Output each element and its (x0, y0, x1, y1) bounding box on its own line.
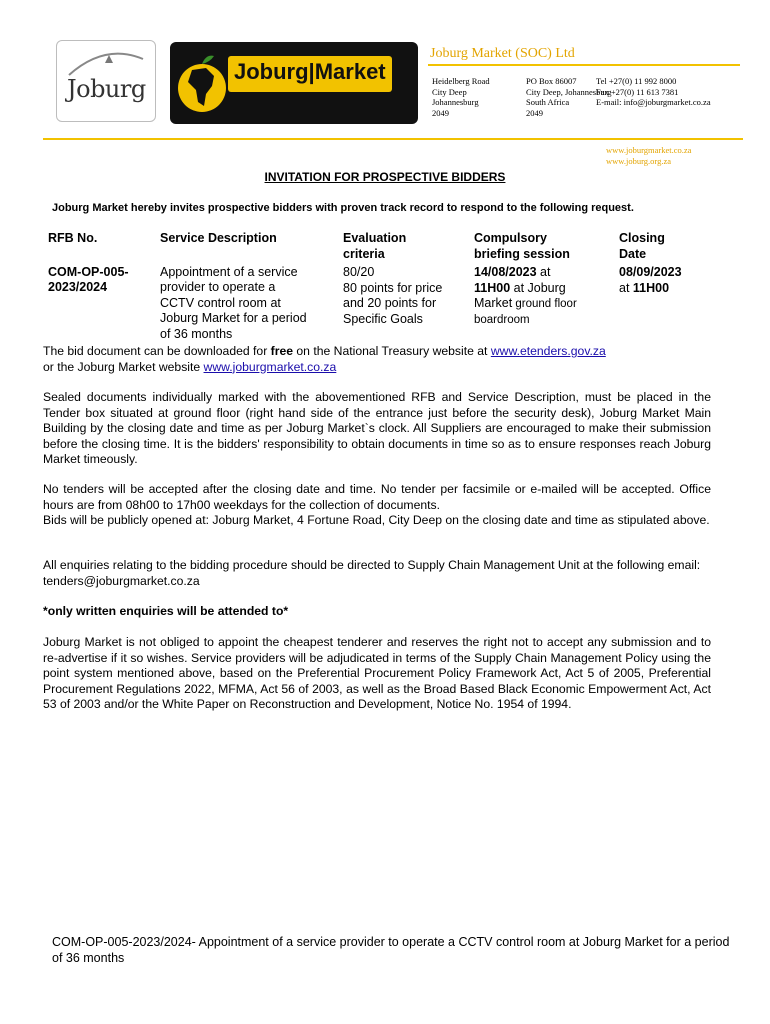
written-enquiries-note: *only written enquiries will be attended to* (43, 604, 289, 618)
address-postal: PO Box 86007 City Deep, Johannesburg South Africa 2049 (526, 76, 612, 118)
joburg-logo-text: Joburg (67, 75, 146, 103)
website-city[interactable]: www.joburg.org.za (606, 155, 671, 166)
africa-globe-icon (176, 52, 232, 116)
contact-details: Tel +27(0) 11 992 8000 Fax +27(0) 11 613 7381 E-mail: info@joburgmarket.co.za (596, 76, 711, 107)
header-briefing: Compulsory briefing session (474, 231, 570, 261)
footer-reference: COM-OP-005-2023/2024- Appointment of a service provider to operate a CCTV control room at Joburg Market for a period of 36 months (52, 935, 730, 965)
joburg-city-logo (56, 40, 156, 122)
address-street: Heidelberg Road City Deep Johannesburg 2049 (432, 76, 490, 118)
header-closing: Closing Date (619, 231, 665, 261)
etenders-link[interactable]: www.etenders.gov.za (490, 344, 606, 358)
col-closing: Closing Date 08/09/2023 at 11H00 (619, 231, 711, 296)
company-name: Joburg Market (SOC) Ltd (430, 46, 575, 61)
enquiries-paragraph: All enquiries relating to the bidding procedure should be directed to Supply Chain Management Unit at the following email: tenders@joburgmarket.co.za (43, 558, 701, 588)
joburg-market-logo (170, 42, 418, 124)
download-paragraph: The bid document can be downloaded for free on the National Treasury website at www.etenders.gov.za or the Joburg Market website www.joburgmarket.co.za (43, 344, 606, 374)
sealed-documents-paragraph: Sealed documents individually marked with the abovementioned RFB and Service Description, must be placed in the Tender box situated at ground floor (right hand side of the entrance just before the security desk), Joburg Market Main Building by the closing date and time as per Joburg Market`s clock. All Suppliers are encouraged to make their submission before the closing time. It is the bidders' responsibility to obtain documents in time so as to ensure responses reach Joburg Market timeously. (43, 390, 711, 466)
page-title: INVITATION FOR PROSPECTIVE BIDDERS (264, 170, 506, 184)
col-service: Service Description Appointment of a service provider to operate a CCTV control room at Joburg Market for a period of 36 months (160, 231, 340, 342)
header-evaluation: Evaluation criteria (343, 231, 407, 261)
website-market[interactable]: www.joburgmarket.co.za (606, 145, 692, 155)
joburg-market-logo-text: Joburg|Market (228, 56, 392, 92)
obligation-paragraph: Joburg Market is not obliged to appoint the cheapest tenderer and reserves the right not to accept any submission and to re-advertise if it so wishes. Service providers will be adjudicated in terms of the Supply Chain Management Policy using the point system mentioned above, based on the Preferential Procurement Policy Framework Act, Act 5 of 2005, Preferential Procurement Regulations 2022, MFMA, Act 56 of 2003, as well as the Broad Based Black Economic Empowerment Act, Act 53 of 2003 and/or the White Paper on Reconstruction and Development, Notice No. 1954 of 1994. (43, 635, 711, 711)
header-rule-bottom (43, 138, 743, 140)
header-rfb: RFB No. (48, 231, 98, 245)
no-tenders-paragraph: No tenders will be accepted after the closing date and time. No tender per facsimile or e-mailed will be accepted. Office hours are from 08h00 to 17h00 weekdays for the collection of documents. (43, 482, 711, 512)
header-service: Service Description (160, 231, 277, 245)
joburgmarket-link[interactable]: www.joburgmarket.co.za (203, 359, 337, 374)
col-evaluation: Evaluation criteria 80/20 80 points for price and 20 points for Specific Goals (343, 231, 473, 327)
col-briefing: Compulsory briefing session 14/08/2023 at 11H00 at Joburg Market ground floor boardroom (474, 231, 624, 327)
bids-opened-paragraph: Bids will be publicly opened at: Joburg Market, 4 Fortune Road, City Deep on the closing date and time as stipulated above. (43, 513, 710, 527)
intro-text: Joburg Market hereby invites prospective bidders with proven track record to respond to the following request. (52, 202, 634, 214)
websites (606, 145, 691, 166)
header-rule-top (428, 64, 740, 66)
col-rfb: RFB No. COM-OP-005- 2023/2024 (48, 231, 158, 296)
